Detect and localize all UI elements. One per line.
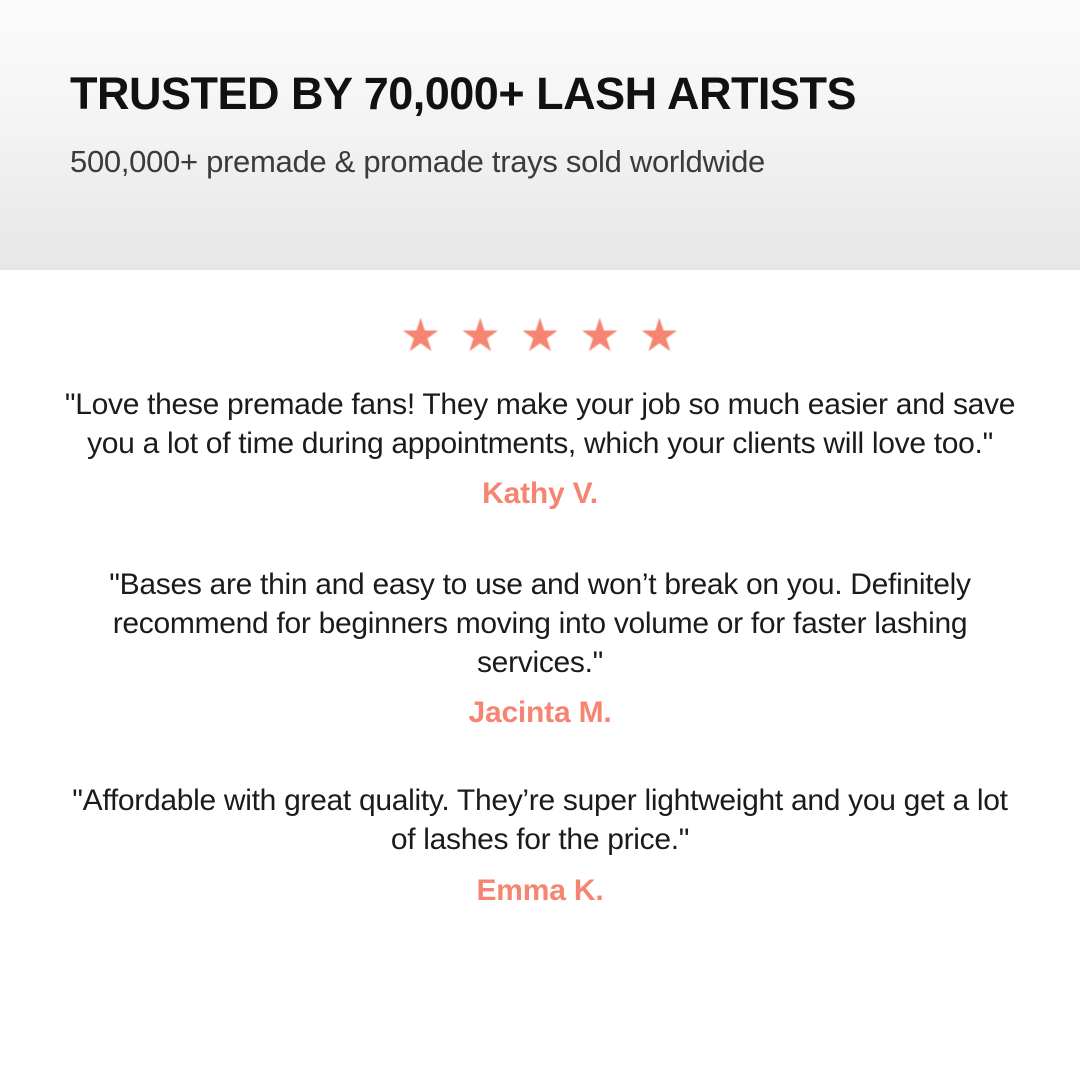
testimonial-item	[40, 566, 1040, 730]
header-banner	[0, 0, 1080, 270]
testimonial-item	[40, 386, 1040, 511]
star-icon: ★	[638, 309, 681, 361]
star-icon: ★	[459, 309, 501, 361]
star-icon: ★	[399, 309, 442, 361]
testimonial-quote: "Love these premade fans! They make your job so much easier and save you a lot of time during appointments, which your clients will love too."	[64, 388, 1016, 460]
testimonial-item	[40, 782, 1040, 907]
page-title: TRUSTED BY 70,000+ LASH ARTISTS	[70, 68, 856, 119]
testimonial-list	[0, 358, 1080, 908]
testimonial-author: Kathy V.	[482, 477, 598, 511]
testimonial-author: Emma K.	[476, 873, 604, 907]
star-icon: ★	[579, 309, 621, 361]
testimonial-quote: "Bases are thin and easy to use and won’t break on you. Definitely recommend for beginners moving into volume or for faster lashing services."	[109, 568, 971, 679]
testimonial-author: Jacinta M.	[468, 696, 612, 730]
testimonial-quote: "Affordable with great quality. They’re super lightweight and you get a lot of lashes for the price."	[72, 784, 1008, 857]
page-subtitle: 500,000+ premade & promade trays sold worldwide	[70, 144, 765, 180]
star-icon: ★	[519, 309, 561, 361]
star-rating	[0, 270, 1080, 361]
